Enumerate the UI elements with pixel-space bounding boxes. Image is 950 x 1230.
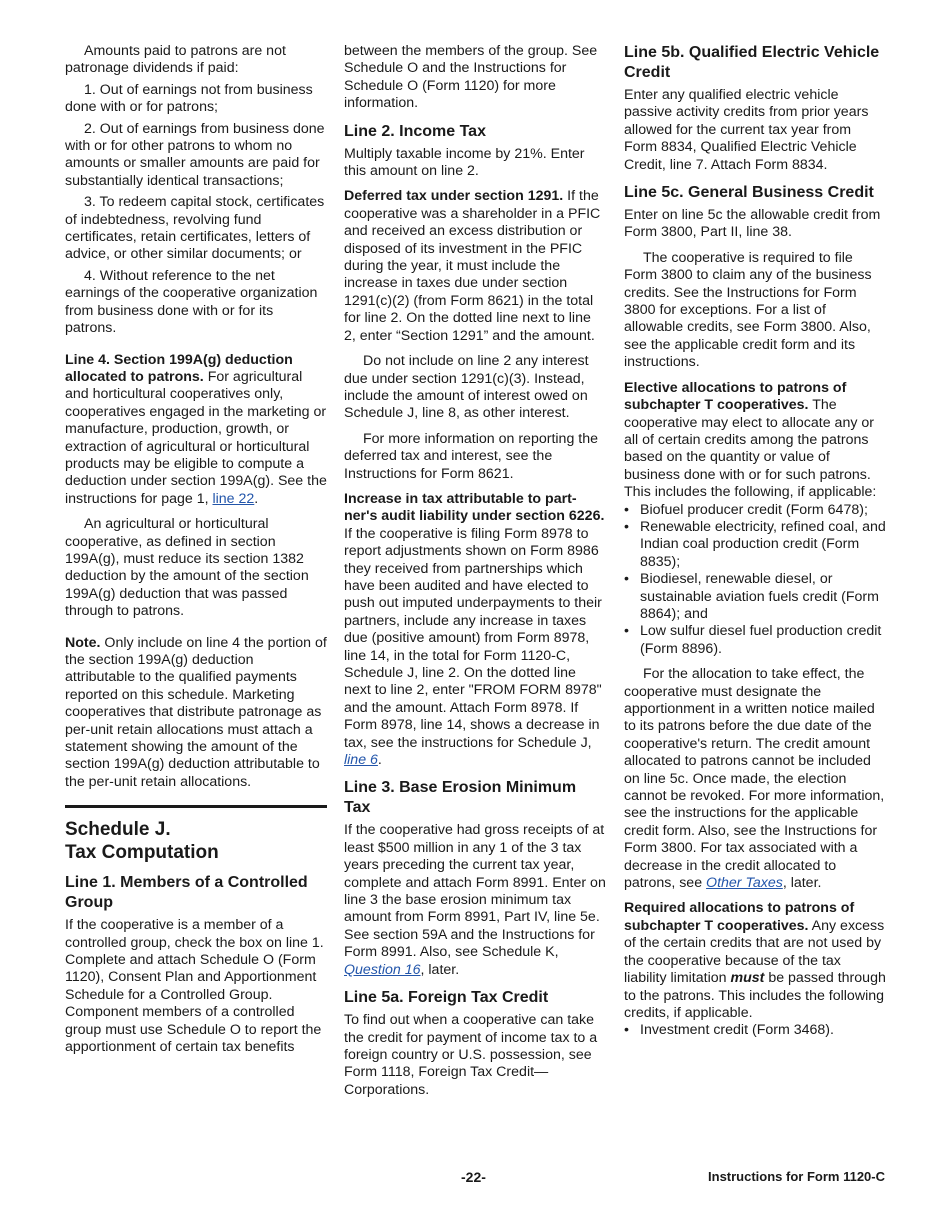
paragraph: Enter on line 5c the allowable credit from Form 3800, Part II, line 38. xyxy=(624,207,881,241)
paragraph: Enter any qualified electric vehicle passive activity credits from prior years allowed for the current tax year from Form 8834, Qualified Electric Vehicle Credit, line 7. Attach Form 8834. xyxy=(624,87,869,173)
line5b-heading: Line 5b. Qualified Electric Vehicle Credit xyxy=(624,44,880,81)
paragraph: between the members of the group. See Schedule O and the Instructions for Schedule O (Form 1120) for more information. xyxy=(344,43,598,112)
list-item: 1. Out of earnings not from business done with or for patrons; xyxy=(65,81,313,116)
list-item: 4. Without reference to the net earnings of the cooperative organization from business done with or for its patrons. xyxy=(65,267,318,337)
line4-paragraph: Line 4. Section 199A(g) deduction allocated to patrons. For agricultural and horticultural cooperatives only, cooperatives engaged in the marketing or manufacture, production, growth, or extraction of agricultural or horticultural products may be eligible to compute a deduction under section 199A(g). See the instructions for page 1, line 22. xyxy=(65,351,327,507)
schedule-j-title: Schedule J. Tax Computation xyxy=(65,819,219,864)
list-item: 2. Out of earnings from business done with or for other patrons to whom no amounts or smaller amounts are paid for substantially identical transactions; xyxy=(65,120,325,189)
bullet-icon: • xyxy=(624,501,629,518)
page-number: -22- xyxy=(461,1169,486,1185)
column-1 xyxy=(65,43,327,1065)
increase-paragraph: Increase in tax attributable to part-ner's audit liability under section 6226. If the cooperative is filing Form 8978 to report adjustments shown on Form 8986 they received from partnerships which have been audited and have elected to push out imputed underpayments to their partners, include any increase in taxes due (positive amount) from Form 8978, line 14, in the total for Form 1120-C, Schedule J, line 2. On the dotted line next to line 2, enter "FROM FORM 8978" and the amount. Attach Form 8978. If Form 8978, line 14, shows a decrease in tax, see the instructions for Schedule J, line 6. xyxy=(344,490,605,769)
paragraph: Amounts paid to patrons are not patronage dividends if paid: xyxy=(65,43,286,77)
note-text: Only include on line 4 the portion of the section 199A(g) deduction attributable to the qualified payments reported on this schedule. Marketing cooperatives that distribute patronage as per-unit retain allocations must attach a statement showing the amount of the section 199A(g) deduction attributable to the per-unit retain allocations. xyxy=(65,634,327,790)
bullet-item: • Investment credit (Form 3468). xyxy=(624,1022,834,1039)
elective-paragraph: Elective allocations to patrons of subchapter T cooperatives. The cooperative may elect to allocate any or all of certain credits among the patrons based on the quantity or value of business done with or for such patrons. This includes the following, if applicable: xyxy=(624,379,877,501)
deferred-paragraph: Deferred tax under section 1291. If the cooperative was a shareholder in a PFIC and received an excess distribution or disposed of its investment in the PFIC during the year, it must include the increase in taxes due under section 1291(c)(2) (from Form 8621) in the total for line 2. On the dotted line next to line 2, enter “Section 1291” and the amount. xyxy=(344,188,601,344)
bullet-item: • Biofuel producer credit (Form 6478); xyxy=(624,501,868,518)
bullet-item: • Low sulfur diesel fuel production credit (Form 8896). xyxy=(624,623,882,657)
bullet-icon: • xyxy=(624,571,629,588)
bullet-item: • Biodiesel, renewable diesel, or sustainable aviation fuels credit (Form 8864); and xyxy=(624,571,879,622)
elective-heading: Elective allocations to patrons of subchapter T cooperatives. xyxy=(624,379,847,414)
required-heading: Required allocations to patrons of subchapter T cooperatives. xyxy=(624,900,855,934)
section-divider xyxy=(65,805,327,808)
line3-paragraph: If the cooperative had gross receipts of at least $500 million in any 1 of the 3 tax years preceding the current tax year, complete and attach Form 8991. Enter on line 3 the base erosion minimum tax amount from Form 8991, Part IV, line 5e. See section 59A and the Instructions for Form 8991. Also, see Schedule K, Question 16, later. xyxy=(344,822,606,978)
bullet-icon: • xyxy=(624,1022,629,1039)
must-emphasis: must xyxy=(730,970,765,987)
footer-title: Instructions for Form 1120-C xyxy=(708,1169,885,1184)
paragraph: For more information on reporting the deferred tax and interest, see the Instructions for Form 8621. xyxy=(344,430,598,482)
allocation-paragraph: For the allocation to take effect, the cooperative must designate the apportionment in a written notice mailed to its patrons before the due date of the cooperative's return. The credit amount allocated to patrons cannot be included on line 5c. Once made, the election cannot be revoked. For more information, see the instructions for the applicable credit form. Also, see the Instructions for Form 3800. For tax associated with a decrease in the credit allocated to patrons, see Other Taxes, later. xyxy=(624,666,885,892)
line2-heading: Line 2. Income Tax xyxy=(344,122,486,140)
paragraph: Multiply taxable income by 21%. Enter this amount on line 2. xyxy=(344,145,585,180)
line3-heading: Line 3. Base Erosion Minimum Tax xyxy=(344,779,577,817)
note-paragraph xyxy=(65,635,327,792)
column-3 xyxy=(624,43,886,1040)
increase-heading: Increase in tax attributable to part-ner's audit liability under section 6226. xyxy=(344,490,605,525)
list-item: 3. To redeem capital stock, certificates of indebtedness, revolving fund certificates, retain certificates, letters of advice, or other similar documents; or xyxy=(65,194,325,263)
line22-link[interactable]: line 22 xyxy=(212,490,255,507)
line5c-heading: Line 5c. General Business Credit xyxy=(624,184,874,202)
other-taxes-link[interactable]: Other Taxes xyxy=(706,875,783,892)
bullet-icon: • xyxy=(624,623,629,640)
line4-text: For agricultural and horticultural cooperatives only, cooperatives engaged in the marketing or manufacture, production, growth, or extraction of agricultural or horticultural products may be eligible to compute a deduction under section 199A(g). See the instructions for page 1, xyxy=(65,368,327,507)
deferred-heading: Deferred tax under section 1291. xyxy=(344,188,564,205)
paragraph: If the cooperative is a member of a controlled group, check the box on line 1. Complete and attach Schedule O (Form 1120), Consent Plan and Apportionment Schedule for a Controlled Group. Component members of a controlled group must use Schedule O to report the apportionment of certain tax benefits xyxy=(65,917,324,1056)
line6-link[interactable]: line 6 xyxy=(344,752,378,769)
line4-heading: Line 4. Section 199A(g) deduction allocated to patrons. xyxy=(65,351,293,385)
required-paragraph: Required allocations to patrons of subchapter T cooperatives. Any excess of the certain credits that are not used by the cooperative because of the tax liability limitation must be passed through to the patrons. This includes the following credits, if applicable. xyxy=(624,900,886,1021)
line1-heading: Line 1. Members of a Controlled Group xyxy=(65,874,308,912)
paragraph: Do not include on line 2 any interest due under section 1291(c)(3). Instead, include the amount of interest owed on Schedule J, line 8, as other interest. xyxy=(344,353,589,422)
bullet-icon: • xyxy=(624,518,629,535)
bullet-item: • Renewable electricity, refined coal, and Indian coal production credit (Form 8835); xyxy=(624,518,886,570)
paragraph: The cooperative is required to file Form 3800 to claim any of the business credits. See the Instructions for Form 3800 for exceptions. For a list of allowable credits, see Form 3800. Also, see the applicable credit form and its instructions. xyxy=(624,249,872,371)
paragraph: To find out when a cooperative can take the credit for payment of income tax to a foreign country or U.S. possession, see Form 1118, Foreign Tax Credit—Corporations. xyxy=(344,1012,598,1098)
paragraph: An agricultural or horticultural cooperative, as defined in section 199A(g), must reduce its section 1382 deduction by the amount of the section 199A(g) deduction that was passed through to patrons. xyxy=(65,516,309,620)
column-2 xyxy=(344,43,606,1107)
note-label: Note. xyxy=(65,634,101,651)
line5a-heading: Line 5a. Foreign Tax Credit xyxy=(344,989,549,1007)
question16-link[interactable]: Question 16 xyxy=(344,961,421,978)
